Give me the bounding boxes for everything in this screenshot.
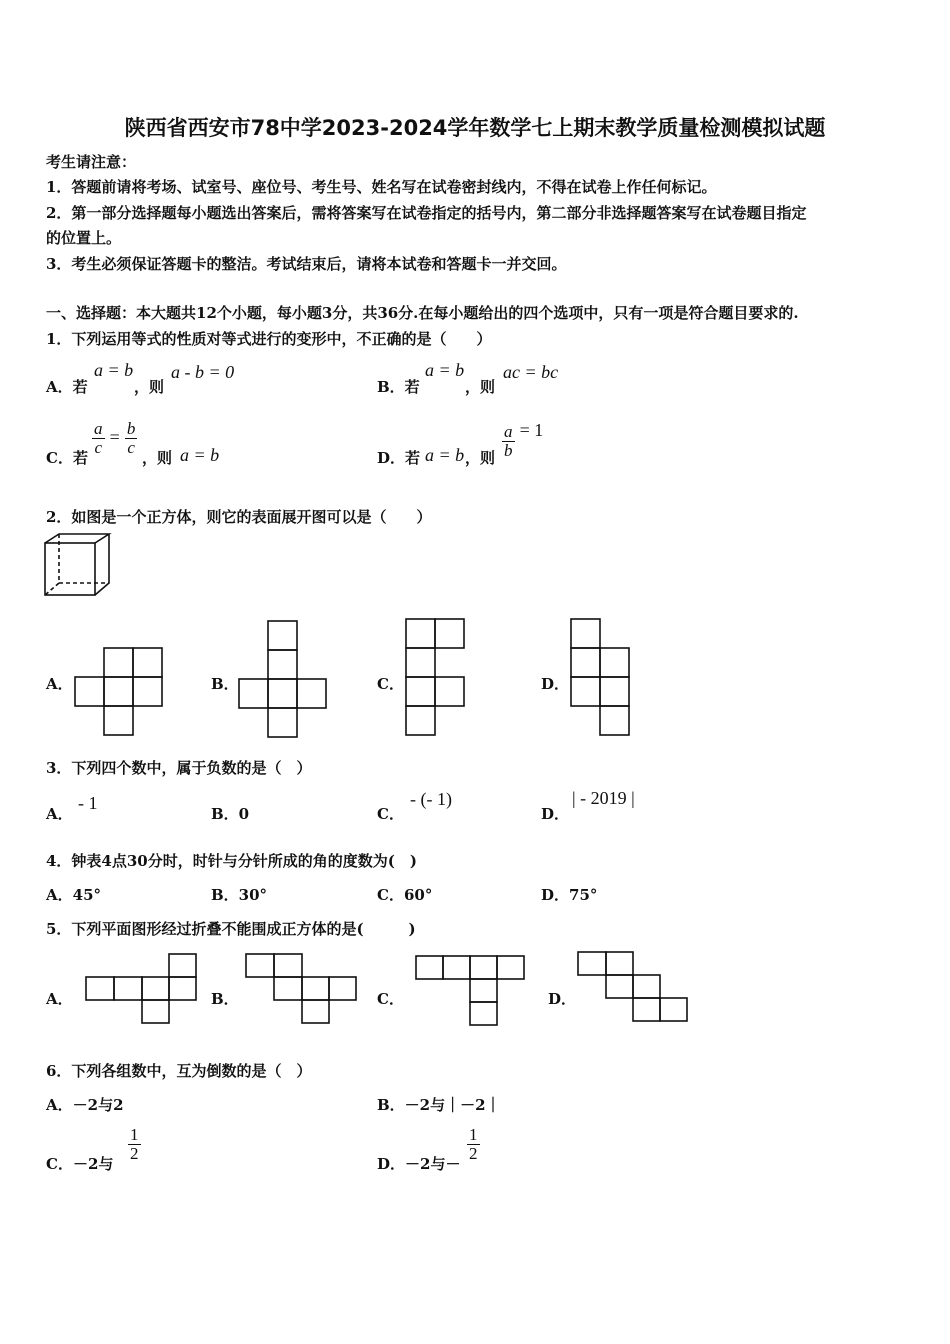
q2-net-b bbox=[238, 620, 330, 740]
q6-c-label: C．－2与 bbox=[46, 1155, 114, 1173]
cube-figure bbox=[44, 533, 114, 599]
q1-d-eq: = 1 bbox=[519, 420, 544, 440]
q1-d-then: ，则 bbox=[465, 449, 496, 467]
q5-stem: 5．下列平面图形经过折叠不能围成正方体的是( ) bbox=[46, 920, 416, 938]
q1-b-label: B．若 bbox=[377, 378, 420, 396]
q4-c: C．60° bbox=[377, 886, 433, 904]
q3-stem: 3．下列四个数中，属于负数的是（ ） bbox=[46, 759, 312, 777]
q1-a-math1: a = b bbox=[94, 360, 134, 380]
q1-d-frac: $\frac{a}{b}$ bbox=[504, 422, 513, 460]
q4-stem: 4．钟表4点30分时，时针与分针所成的角的度数为( ) bbox=[46, 852, 417, 870]
q1-option-a bbox=[46, 376, 88, 397]
q1-c-expr bbox=[92, 420, 137, 457]
q1-b-then: ，则 bbox=[465, 378, 496, 396]
q5-net-d bbox=[577, 951, 692, 1023]
q2-a-label: A． bbox=[46, 675, 73, 693]
q6-c-frac-wrap bbox=[128, 1126, 141, 1163]
q6-a: A．－2与2 bbox=[46, 1096, 124, 1114]
q2-b-label: B． bbox=[211, 675, 239, 693]
q5-net-b bbox=[245, 953, 360, 1027]
q6-d-frac: $\frac{1}{2}$ bbox=[469, 1125, 478, 1163]
q5-a-label: A． bbox=[46, 990, 73, 1008]
q1-d-math1: a = b bbox=[425, 445, 465, 465]
q1-c-frac1: $\frac{a}{c}$ bbox=[94, 419, 103, 457]
q6-c-frac: $\frac{1}{2}$ bbox=[130, 1125, 139, 1163]
q1-c-math: a = b bbox=[180, 445, 220, 465]
notice-item-1: 1．答题前请将考场、试室号、座位号、考生号、姓名写在试卷密封线内，不得在试卷上作任何标记。 bbox=[46, 178, 717, 196]
page-title: 陕西省西安市78中学2023-2024学年数学七上期末教学质量检测模拟试题 bbox=[124, 116, 826, 140]
q1-c-eq: = bbox=[109, 427, 120, 447]
q1-stem: 1．下列运用等式的性质对等式进行的变形中，不正确的是（ ） bbox=[46, 330, 492, 348]
q3-a-math: - 1 bbox=[78, 793, 98, 813]
q5-net-c bbox=[415, 955, 527, 1027]
q3-c-label: C． bbox=[377, 805, 404, 823]
q4-b: B．30° bbox=[211, 886, 268, 904]
notice-item-2-cont: 的位置上。 bbox=[46, 229, 122, 247]
q2-stem: 2．如图是一个正方体，则它的表面展开图可以是（ ） bbox=[46, 508, 432, 526]
q1-a-label: A．若 bbox=[46, 378, 88, 396]
q4-a: A．45° bbox=[46, 886, 102, 904]
q1-b-math2: ac = bc bbox=[503, 362, 559, 382]
q2-net-d bbox=[570, 618, 632, 740]
q1-b-math1: a = b bbox=[425, 360, 465, 380]
q3-a-label: A． bbox=[46, 805, 73, 823]
q3-c-math: - (- 1) bbox=[410, 789, 452, 809]
q1-c-then: ，则 bbox=[142, 449, 173, 467]
q5-net-a bbox=[85, 953, 200, 1027]
section-heading: 一、选择题：本大题共12个小题，每小题3分，共36分.在每小题给出的四个选项中，只有一项是符合题目要求的. bbox=[46, 304, 799, 322]
q1-c-frac2: $\frac{b}{c}$ bbox=[126, 419, 136, 457]
q5-d-label: D． bbox=[548, 990, 577, 1008]
notice-heading: 考生请注意： bbox=[46, 153, 137, 171]
q5-b-label: B． bbox=[211, 990, 239, 1008]
q3-d-label: D． bbox=[541, 805, 570, 823]
q1-d-label: D．若 bbox=[377, 449, 421, 467]
q2-net-a bbox=[74, 647, 166, 739]
q1-a-math2: a - b = 0 bbox=[171, 362, 235, 382]
notice-item-2: 2．第一部分选择题每小题选出答案后，需将答案写在试卷指定的括号内，第二部分非选择题答案写在试卷题目指定 bbox=[46, 204, 807, 222]
q3-b: B．0 bbox=[211, 805, 250, 823]
q1-d-expr bbox=[502, 420, 543, 460]
q5-c-label: C． bbox=[377, 990, 404, 1008]
q6-stem: 6．下列各组数中，互为倒数的是（ ） bbox=[46, 1062, 312, 1080]
q1-c-label: C．若 bbox=[46, 449, 88, 467]
q3-d-math: | - 2019 | bbox=[572, 788, 635, 808]
q4-d: D．75° bbox=[541, 886, 598, 904]
q2-net-c bbox=[405, 618, 467, 740]
notice-item-3: 3．考生必须保证答题卡的整洁。考试结束后，请将本试卷和答题卡一并交回。 bbox=[46, 255, 567, 273]
q6-d-label: D．－2与－ bbox=[377, 1155, 461, 1173]
q1-a-then: ，则 bbox=[134, 378, 165, 396]
q6-d-frac-wrap bbox=[467, 1126, 480, 1163]
q2-d-label: D． bbox=[541, 675, 570, 693]
q2-c-label: C． bbox=[377, 675, 404, 693]
q6-b: B．－2与｜－2｜ bbox=[377, 1096, 501, 1114]
